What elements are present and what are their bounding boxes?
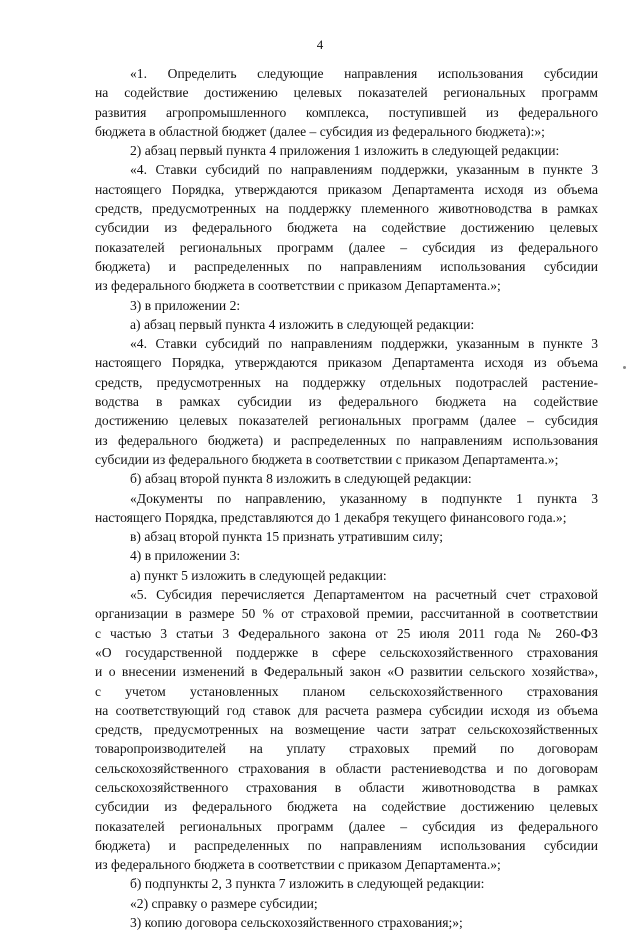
paragraph-p5 [95,315,598,334]
text-line: с частью 3 статьи 3 Федерального закона от 25 июля 2011 года № 260-ФЗ [95,625,598,641]
text-line: в) абзац второй пункта 15 признать утратившим силу; [130,529,444,545]
paragraph-p6 [95,334,598,469]
text-line: «5. Субсидия перечисляется Департаментом на расчетный счет страховой [130,587,598,603]
text-line: товаропроизводителей на уплату страховых премий по договорам [95,741,598,757]
text-line: б) подпункты 2, 3 пункта 7 изложить в следующей редакции: [130,876,485,892]
text-line: субсидии из федерального бюджета на содействие достижению целевых [95,799,598,815]
text-line: а) абзац первый пункта 4 изложить в следующей редакции: [130,316,475,332]
text-line: 3) в приложении 2: [130,297,241,313]
text-line: водства в рамках субсидии из федерального бюджета на содействие [95,394,598,410]
text-line: на содействие достижению целевых показателей региональных программ [95,85,598,101]
text-line: показателей региональных программ (далее – субсидия из федерального [95,239,598,255]
text-line: 2) абзац первый пункта 4 приложения 1 изложить в следующей редакции: [130,143,560,159]
paragraph-p7 [95,469,598,488]
text-line: «О государственной поддержке в сфере сельскохозяйственного страхования [95,644,598,660]
paragraph-p8 [95,489,598,528]
text-line: из федерального бюджета в соответствии с приказом Департамента.»; [95,857,501,873]
paragraph-p1 [95,64,598,141]
text-line: сельскохозяйственного страхования в области растениеводства и по договорам [95,760,598,776]
text-line: средств, предусмотренных на возмещение части затрат сельскохозяйственных [95,722,598,738]
paragraph-p4 [95,296,598,315]
text-line: на соответствующий год ставок для расчета размера субсидии исходя из объема [95,702,598,718]
text-line: 3) копию договора сельскохозяйственного страхования;»; [130,915,463,931]
text-line: бюджета) и распределенных по направлениям использования субсидии [95,837,598,853]
paragraph-p12 [95,585,598,874]
text-line: «4. Ставки субсидий по направлениям поддержки, указанным в пункте 3 [130,162,598,178]
text-line: с учетом установленных планом сельскохозяйственного страхования [95,683,598,699]
text-line: «2) справку о размере субсидии; [130,895,318,911]
text-line: бюджета в областной бюджет (далее – субсидия из федерального бюджета):»; [95,123,545,139]
scan-artifact-dot [623,366,626,369]
text-line: «1. Определить следующие направления использования субсидии [130,66,598,81]
text-line: из федерального бюджета в соответствии с приказом Департамента.»; [95,278,501,294]
text-line: субсидии из федерального бюджета на содействие достижению целевых [95,220,598,236]
text-line: сельскохозяйственного страхования в области животноводства в рамках [95,779,598,795]
text-line: «4. Ставки субсидий по направлениям поддержки, указанным в пункте 3 [130,336,598,352]
paragraph-p14 [95,894,598,913]
paragraph-p11 [95,566,598,585]
text-line: средств, предусмотренных на поддержку отдельных подотраслей растение- [95,374,598,390]
text-line: 4) в приложении 3: [130,548,241,564]
text-line: настоящего Порядка, утверждаются приказом Департамента исходя из объема [95,181,598,197]
text-line: бюджета) и распределенных по направлениям использования субсидии [95,258,598,274]
text-line: из федерального бюджета) и распределенных по направлениям использования [95,432,598,448]
paragraph-p13 [95,874,598,893]
paragraph-p10 [95,546,598,565]
text-line: субсидии из федерального бюджета в соответствии с приказом Департамента.»; [95,451,559,467]
document-body [95,64,598,932]
text-line: «Документы по направлению, указанному в подпункте 1 пункта 3 [130,490,598,506]
text-line: средств, предусмотренных на поддержку племенного животноводства в рамках [95,201,598,217]
text-line: показателей региональных программ (далее – субсидия из федерального [95,818,598,834]
paragraph-p15 [95,913,598,932]
paragraph-p9 [95,527,598,546]
text-line: б) абзац второй пункта 8 изложить в следующей редакции: [130,471,472,487]
text-line: и о внесении изменений в Федеральный закон «О развитии сельского хозяйства», [95,664,598,680]
text-line: организации в размере 50 % от страховой премии, рассчитанной в соответствии [95,606,598,622]
text-line: достижению целевых показателей региональных программ (далее – субсидия [95,413,598,429]
paragraph-p2 [95,141,598,160]
text-line: а) пункт 5 изложить в следующей редакции: [130,567,387,583]
text-line: настоящего Порядка, представляются до 1 декабря текущего финансового года.»; [95,509,567,525]
page-number: 4 [316,37,324,52]
text-line: развития агропромышленного комплекса, поступившей из федерального [95,104,598,120]
text-line: настоящего Порядка, утверждаются приказом Департамента исходя из объема [95,355,598,371]
paragraph-p3 [95,160,598,295]
